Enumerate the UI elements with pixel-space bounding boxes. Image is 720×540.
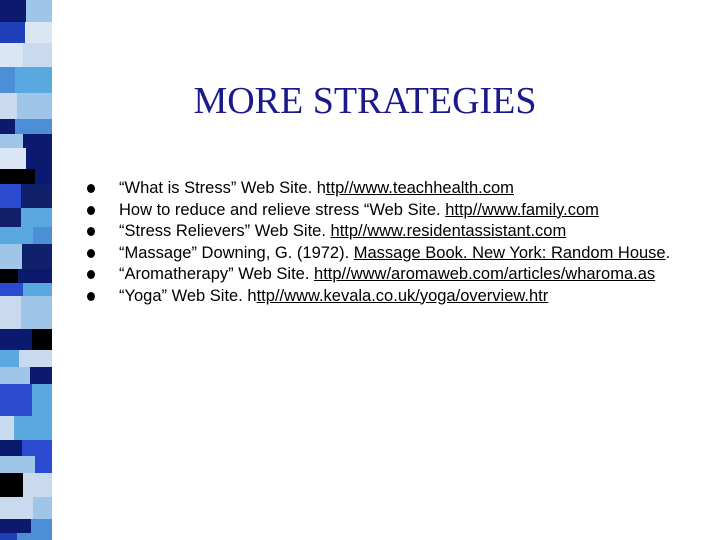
bullet-item (87, 200, 697, 222)
decor-block (22, 244, 52, 269)
decor-block (23, 43, 52, 67)
decor-block (0, 22, 25, 43)
decor-block (0, 367, 30, 384)
decor-block (0, 119, 15, 134)
reference-link-text: http//www.family.com (445, 200, 599, 219)
decor-block (0, 269, 18, 283)
decor-block (0, 384, 32, 416)
decor-block (0, 227, 33, 244)
decor-block (23, 283, 52, 296)
decor-block (22, 440, 52, 456)
reference-link-text: ttp//www.kevala.co.uk/yoga/overview.htr (256, 286, 549, 305)
decor-block (0, 519, 31, 533)
decor-block (0, 134, 23, 148)
decor-block (0, 67, 15, 93)
black-circle-bullet (87, 184, 95, 193)
decor-block (21, 296, 52, 329)
bullet-text: “What is Stress” Web Site. h (119, 179, 326, 197)
decor-block (0, 0, 26, 22)
decor-block (18, 269, 52, 283)
decor-block (35, 456, 52, 473)
decor-block (26, 0, 52, 22)
bullet-text: How to reduce and relieve stress “Web Site. (119, 200, 446, 219)
decor-block (33, 497, 52, 519)
bullet-item (87, 243, 697, 265)
bullet-text: “Stress Relievers” Web Site. (119, 222, 331, 240)
decor-block (0, 169, 35, 184)
decor-block (19, 350, 52, 367)
decor-block (32, 384, 52, 416)
decor-block (15, 119, 52, 134)
decor-block (30, 367, 52, 384)
decor-block (0, 296, 21, 329)
bullet-item (87, 264, 697, 286)
decor-block (0, 473, 23, 497)
decor-block (0, 244, 22, 269)
bullet-list (87, 178, 697, 307)
black-circle-bullet (87, 249, 95, 258)
decor-block (0, 416, 14, 440)
decorative-side-strip (0, 0, 52, 540)
decor-block (14, 416, 52, 440)
decor-block (0, 350, 19, 367)
reference-link-text: http//www/aromaweb.com/articles/wharoma.as (314, 265, 656, 283)
decor-block (0, 43, 23, 67)
decor-block (23, 134, 52, 148)
bullet-item (87, 178, 697, 200)
decor-block (0, 497, 33, 519)
decor-block (15, 67, 52, 93)
decor-block (0, 533, 17, 540)
reference-link-text: http//www.residentassistant.com (330, 222, 567, 240)
decor-block (35, 169, 52, 184)
decor-block (21, 208, 52, 227)
bullet-text: “Aromatherapy” Web Site. (119, 265, 315, 283)
decor-block (31, 519, 52, 533)
decor-block (21, 184, 52, 208)
black-circle-bullet (87, 206, 95, 215)
bullet-text: . (665, 243, 671, 262)
bullet-item (87, 286, 697, 308)
decor-block (25, 22, 52, 43)
decor-block (0, 456, 35, 473)
decor-block (0, 208, 21, 227)
reference-link-text: Massage Book. New York: Random House (353, 243, 666, 262)
slide-title: MORE STRATEGIES (193, 80, 537, 122)
decor-block (32, 329, 52, 350)
decor-block (17, 93, 52, 119)
decor-block (0, 329, 32, 350)
black-circle-bullet (87, 292, 95, 301)
decor-block (0, 148, 26, 169)
black-circle-bullet (87, 227, 95, 236)
decor-block (0, 440, 22, 456)
decor-block (23, 473, 52, 497)
bullet-text: “Massage” Downing, G. (1972). (119, 243, 354, 262)
black-circle-bullet (87, 270, 95, 279)
reference-link-text: ttp//www.teachhealth.com (325, 179, 514, 197)
decor-block (0, 93, 17, 119)
decor-block (17, 533, 52, 540)
bullet-item (87, 221, 697, 243)
decor-block (0, 184, 21, 208)
decor-block (33, 227, 52, 244)
decor-block (26, 148, 52, 169)
bullet-text: “Yoga” Web Site. h (119, 286, 257, 305)
decor-block (0, 283, 23, 296)
